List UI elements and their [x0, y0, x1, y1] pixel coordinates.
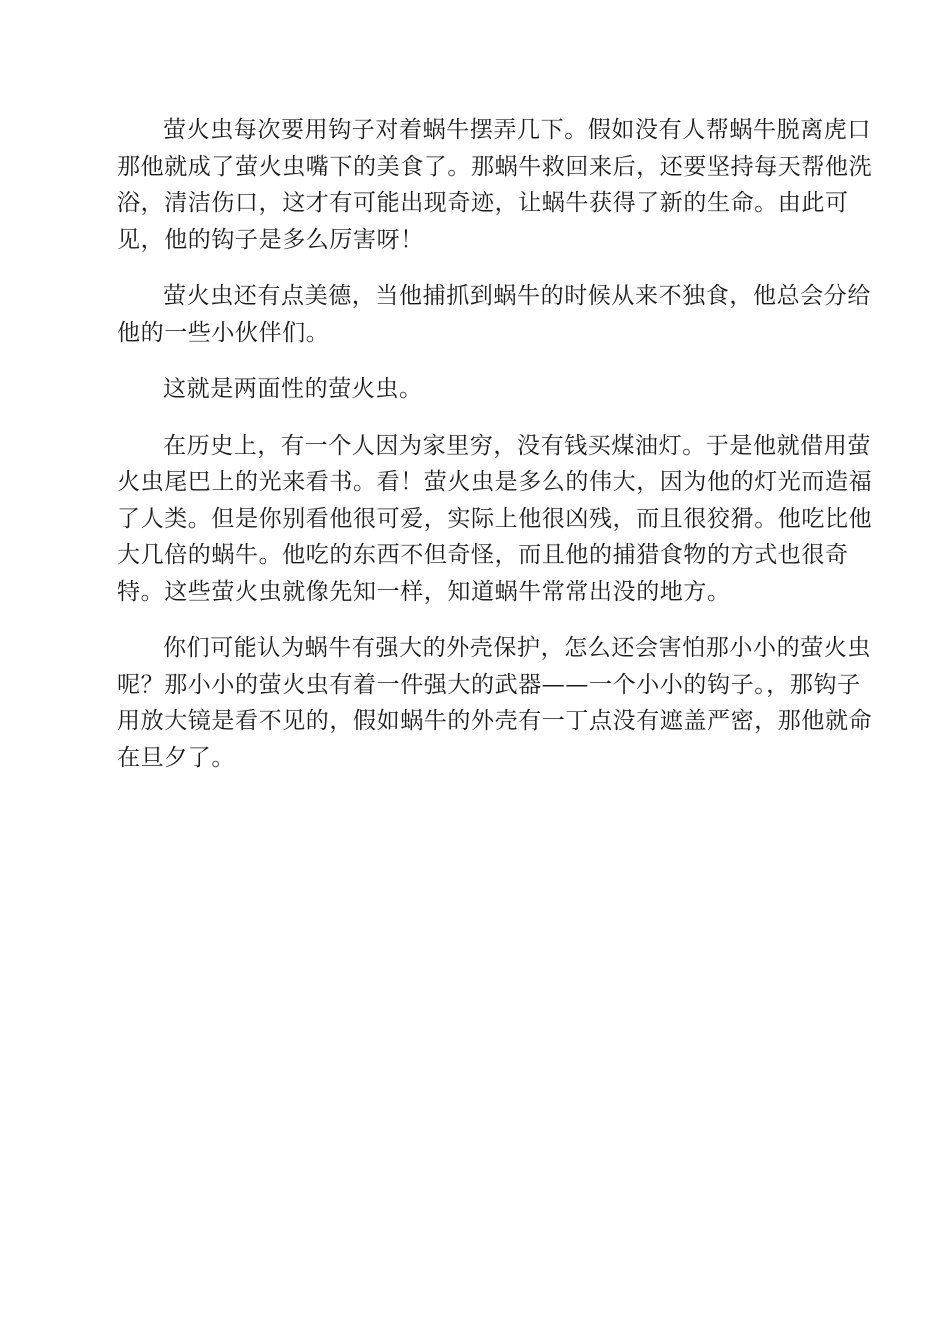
text-line: 了人类。但是你别看他很可爱，实际上他很凶残，而且很狡猾。他吃比他 [117, 505, 873, 532]
text-line: 火虫尾巴上的光来看书。看！萤火虫是多么的伟大，因为他的灯光而造福 [117, 469, 873, 495]
text-line: 用放大镜是看不见的，假如蜗牛的外壳有一丁点没有遮盖严密，那他就命 [117, 708, 873, 734]
text-line: 那他就成了萤火虫嘴下的美食了。那蜗牛救回来后，还要坚持每天帮他洗 [117, 153, 873, 180]
text-line: 特。这些萤火虫就像先知一样，知道蜗牛常常出没的地方。 [117, 578, 731, 605]
text-line: 这就是两面性的萤火虫。 [163, 376, 423, 402]
text-line: 你们可能认为蜗牛有强大的外壳保护，怎么还会害怕那小小的萤火虫 [163, 635, 871, 661]
text-line: 萤火虫还有点美德，当他捕抓到蜗牛的时候从来不独食，他总会分给 [163, 283, 871, 309]
paragraph-4 [117, 428, 873, 611]
text-line: 大几倍的蜗牛。他吃的东西不但奇怪，而且他的捕猎食物的方式也很奇 [117, 542, 849, 568]
paragraph-2 [117, 278, 871, 351]
text-line: 他的一些小伙伴们。 [117, 319, 330, 346]
text-line: 在旦夕了。 [117, 744, 235, 771]
paragraph-5 [117, 630, 873, 776]
document-body [117, 112, 873, 796]
paragraph-3 [117, 371, 833, 408]
text-line: 在历史上，有一个人因为家里穷，没有钱买煤油灯。于是他就借用萤 [163, 432, 871, 459]
text-line: 浴，清洁伤口，这才有可能出现奇迹，让蜗牛获得了新的生命。由此可 [117, 190, 849, 216]
paragraph-1 [117, 112, 873, 258]
text-line: 萤火虫每次要用钩子对着蜗牛摆弄几下。假如没有人帮蜗牛脱离虎口 [163, 117, 871, 143]
text-line: 见，他的钩子是多么厉害呀！ [117, 226, 424, 253]
text-line: 呢？那小小的萤火虫有着一件强大的武器——一个小小的钩子。，那钩子 [117, 671, 861, 698]
